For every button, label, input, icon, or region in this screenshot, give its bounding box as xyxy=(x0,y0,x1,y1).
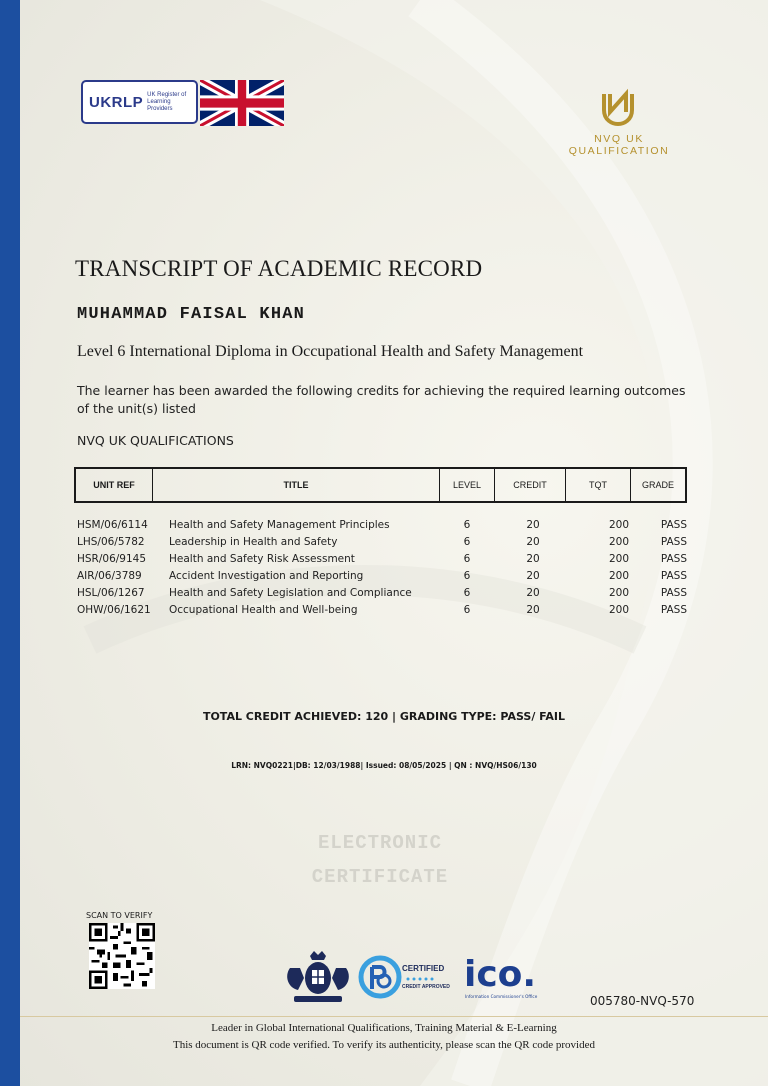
unit-grade: PASS xyxy=(660,518,687,531)
scan-to-verify-label: SCAN TO VERIFY xyxy=(86,911,153,920)
footer-verification-note: This document is QR code verified. To verify its authenticity, please scan the QR code provided xyxy=(172,1039,595,1051)
table-row xyxy=(77,516,687,533)
unit-level: 6 xyxy=(463,518,471,531)
award-statement: The learner has been awarded the following credits for achieving the required learning outcomes of the unit(s) listed xyxy=(77,383,686,416)
unit-grade: PASS xyxy=(660,552,687,565)
ico-subtext: Information Commissioner's Office xyxy=(465,994,538,999)
qr-code-icon[interactable] xyxy=(89,923,155,989)
unit-tqt: 200 xyxy=(609,569,630,582)
unit-ref: LHS/06/5782 xyxy=(77,535,145,548)
awarding-body: NVQ UK QUALIFICATIONS xyxy=(77,433,234,448)
unit-tqt: 200 xyxy=(609,586,630,599)
table-row xyxy=(77,567,687,584)
unit-level: 6 xyxy=(463,569,471,582)
ico-logo-icon xyxy=(464,952,544,1002)
column-header-credit: CREDIT xyxy=(495,469,566,501)
column-header-unit-ref: UNIT REF xyxy=(76,469,153,501)
unit-ref: HSL/06/1267 xyxy=(77,586,145,599)
watermark-line-1: ELECTRONIC xyxy=(317,832,443,854)
unit-grade: PASS xyxy=(660,569,687,582)
royal-coat-of-arms-icon xyxy=(280,948,356,1008)
uk-flag-icon xyxy=(200,80,284,126)
table-row xyxy=(77,601,687,618)
ukrlp-acronym: UKRLP xyxy=(89,93,144,111)
column-header-tqt: TQT xyxy=(566,469,631,501)
electronic-certificate-watermark xyxy=(230,826,530,894)
table-row xyxy=(77,533,687,550)
ico-wordmark: ico. xyxy=(464,954,537,995)
side-accent-bar xyxy=(0,0,20,1086)
unit-title: Occupational Health and Well-being xyxy=(169,603,358,616)
unit-credit: 20 xyxy=(526,518,540,531)
table-row xyxy=(77,584,687,601)
unit-ref: HSR/06/9145 xyxy=(77,552,147,565)
unit-tqt: 200 xyxy=(609,518,630,531)
unit-title: Accident Investigation and Reporting xyxy=(169,569,364,582)
brand-name: NVQ UK QUALIFICATION xyxy=(568,133,670,157)
footer-divider xyxy=(20,1016,768,1017)
unit-grade: PASS xyxy=(660,586,687,599)
unit-credit: 20 xyxy=(526,569,540,582)
unit-ref: AIR/06/3789 xyxy=(77,569,142,582)
unit-grade: PASS xyxy=(660,535,687,548)
unit-tqt: 200 xyxy=(609,603,630,616)
learner-name: MUHAMMAD FAISAL KHAN xyxy=(77,305,306,324)
qualification-title: Level 6 International Diploma in Occupational Health and Safety Management xyxy=(77,343,584,360)
unit-title: Leadership in Health and Safety xyxy=(169,535,338,548)
nvq-monogram-icon xyxy=(598,88,638,128)
ukrlp-logo xyxy=(81,80,198,124)
column-header-level: LEVEL xyxy=(440,469,495,501)
unit-credit: 20 xyxy=(526,603,540,616)
document-title: TRANSCRIPT OF ACADEMIC RECORD xyxy=(75,256,483,281)
ukrlp-full-name: UK Register of Learning Providers xyxy=(147,91,187,112)
table-header xyxy=(74,467,687,503)
unit-ref: HSM/06/6114 xyxy=(77,518,148,531)
total-credit: TOTAL CREDIT ACHIEVED: 120 | GRADING TYPE: PASS/ FAIL xyxy=(202,710,566,723)
unit-credit: 20 xyxy=(526,535,540,548)
cpd-approved-text: CREDIT APPROVED xyxy=(402,984,450,990)
unit-level: 6 xyxy=(463,552,471,565)
unit-credit: 20 xyxy=(526,586,540,599)
certificate-serial: 005780-NVQ-570 xyxy=(590,994,695,1008)
unit-title: Health and Safety Legislation and Compliance xyxy=(169,586,412,599)
unit-title: Health and Safety Risk Assessment xyxy=(169,552,355,565)
unit-grade: PASS xyxy=(660,603,687,616)
footer-tagline: Leader in Global International Qualifications, Training Material & E-Learning xyxy=(211,1022,557,1034)
unit-level: 6 xyxy=(463,535,471,548)
table-row xyxy=(77,550,687,567)
unit-ref: OHW/06/1621 xyxy=(77,603,151,616)
reference-line: LRN: NVQ0221|DB: 12/03/1988| Issued: 08/05/2025 | QN : NVQ/HS06/130 xyxy=(231,761,537,770)
unit-table-body xyxy=(77,516,687,618)
unit-title: Health and Safety Management Principles xyxy=(169,518,390,531)
cpd-certified-text: CERTIFIED xyxy=(402,964,445,973)
unit-credit: 20 xyxy=(526,552,540,565)
unit-tqt: 200 xyxy=(609,535,630,548)
column-header-title: TITLE xyxy=(153,469,440,501)
unit-level: 6 xyxy=(463,586,471,599)
cpd-certified-badge-icon xyxy=(358,955,458,999)
unit-tqt: 200 xyxy=(609,552,630,565)
column-header-grade: GRADE xyxy=(641,480,674,490)
unit-level: 6 xyxy=(463,603,471,616)
watermark-line-2: CERTIFICATE xyxy=(311,866,449,888)
